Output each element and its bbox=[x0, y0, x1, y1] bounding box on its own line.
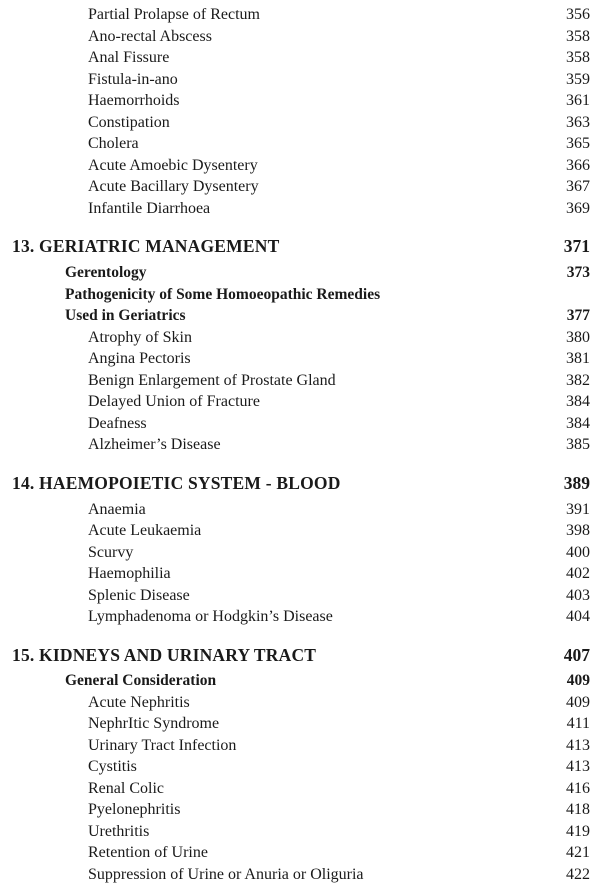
toc-entry-page: 359 bbox=[566, 71, 590, 88]
toc-entry-title: Suppression of Urine or Anuria or Oliguria bbox=[88, 866, 364, 883]
toc-entry bbox=[0, 713, 600, 735]
toc-entry-page: 413 bbox=[566, 758, 590, 775]
subheading-page: 409 bbox=[566, 672, 590, 689]
toc-entry bbox=[0, 413, 600, 435]
chapter-title: 15. KIDNEYS AND URINARY TRACT bbox=[12, 645, 317, 665]
toc-entry-title: Haemorrhoids bbox=[88, 92, 180, 109]
subheading-page: 377 bbox=[566, 307, 590, 324]
subheading-title: General Consideration bbox=[65, 672, 217, 689]
toc-entry bbox=[0, 499, 600, 521]
toc-entry-title: NephrItic Syndrome bbox=[88, 715, 220, 732]
chapter-title: 14. HAEMOPOIETIC SYSTEM - BLOOD bbox=[12, 473, 341, 493]
toc-entry-page: 404 bbox=[566, 608, 590, 625]
toc-entry-title: Acute Leukaemia bbox=[88, 522, 202, 539]
toc-entry-title: Acute Nephritis bbox=[88, 694, 190, 711]
toc-entry bbox=[0, 563, 600, 585]
toc-entry-title: Retention of Urine bbox=[88, 844, 208, 861]
toc-entry bbox=[0, 778, 600, 800]
toc-entry-title: Anal Fissure bbox=[88, 49, 170, 66]
toc-entry-page: 382 bbox=[566, 372, 590, 389]
toc-entry bbox=[0, 542, 600, 564]
toc-entry bbox=[0, 348, 600, 370]
toc-entry bbox=[0, 90, 600, 112]
toc-entry-page: 398 bbox=[566, 522, 590, 539]
toc-entry bbox=[0, 155, 600, 177]
toc-entry-title: Acute Bacillary Dysentery bbox=[88, 178, 259, 195]
toc-entry bbox=[0, 133, 600, 155]
toc-entry-title: Deafness bbox=[88, 415, 147, 432]
subheading-title: Used in Geriatrics bbox=[65, 307, 186, 324]
chapter-heading bbox=[0, 644, 600, 666]
chapter-title: 13. GERIATRIC MANAGEMENT bbox=[12, 236, 280, 256]
subheading-title: Gerentology bbox=[65, 264, 147, 281]
toc-entry-page: 365 bbox=[566, 135, 590, 152]
toc-entry bbox=[0, 434, 600, 456]
toc-entry-title: Cholera bbox=[88, 135, 139, 152]
toc-entry bbox=[0, 370, 600, 392]
toc-entry bbox=[0, 112, 600, 134]
toc-entry-page: 419 bbox=[566, 823, 590, 840]
toc-entry-title: Atrophy of Skin bbox=[88, 329, 192, 346]
toc-entry bbox=[0, 198, 600, 220]
toc-entry-title: Delayed Union of Fracture bbox=[88, 393, 260, 410]
toc-entry bbox=[0, 821, 600, 843]
toc-entry-page: 384 bbox=[566, 415, 590, 432]
toc-entry-title: Angina Pectoris bbox=[88, 350, 191, 367]
toc-entry-page: 356 bbox=[566, 6, 590, 23]
chapter-page: 407 bbox=[563, 645, 590, 665]
toc-entry-title: Urethritis bbox=[88, 823, 150, 840]
toc-entry bbox=[0, 756, 600, 778]
toc-entry-page: 411 bbox=[566, 715, 590, 732]
toc-entry-title: Constipation bbox=[88, 114, 170, 131]
toc-entry-page: 400 bbox=[566, 544, 590, 561]
toc-entry-title: Cystitis bbox=[88, 758, 137, 775]
toc-entry bbox=[0, 69, 600, 91]
toc-entry bbox=[0, 735, 600, 757]
toc-entry-page: 421 bbox=[566, 844, 590, 861]
toc-entry-title: Alzheimer’s Disease bbox=[88, 436, 221, 453]
toc-entry-page: 381 bbox=[566, 350, 590, 367]
toc-entry bbox=[0, 864, 600, 886]
toc-entry bbox=[0, 520, 600, 542]
subheading-page: 373 bbox=[566, 264, 590, 281]
toc-entry bbox=[0, 47, 600, 69]
chapter-heading bbox=[0, 235, 600, 257]
chapter-heading bbox=[0, 472, 600, 494]
toc-entry bbox=[0, 26, 600, 48]
toc-entry-page: 385 bbox=[566, 436, 590, 453]
toc-entry-page: 358 bbox=[566, 28, 590, 45]
toc-entry-title: Infantile Diarrhoea bbox=[88, 200, 211, 217]
toc-entry-title: Benign Enlargement of Prostate Gland bbox=[88, 372, 336, 389]
toc-entry-title: Acute Amoebic Dysentery bbox=[88, 157, 258, 174]
toc-entry-page: 366 bbox=[566, 157, 590, 174]
toc-entry bbox=[0, 799, 600, 821]
toc-entry bbox=[0, 176, 600, 198]
toc-subheading bbox=[0, 284, 600, 306]
toc-entry-page: 422 bbox=[566, 866, 590, 883]
toc-entry-page: 413 bbox=[566, 737, 590, 754]
toc-entry-title: Urinary Tract Infection bbox=[88, 737, 237, 754]
toc-entry-page: 402 bbox=[566, 565, 590, 582]
toc-entry bbox=[0, 692, 600, 714]
chapter-page: 371 bbox=[563, 236, 590, 256]
toc-entry-title: Scurvy bbox=[88, 544, 134, 561]
toc-subheading bbox=[0, 305, 600, 327]
toc-entry bbox=[0, 4, 600, 26]
toc-entry-page: 384 bbox=[566, 393, 590, 410]
toc-entry bbox=[0, 606, 600, 628]
toc-entry-page: 409 bbox=[566, 694, 590, 711]
toc-entry-title: Anaemia bbox=[88, 501, 146, 518]
subheading-title: Pathogenicity of Some Homoeopathic Remedies bbox=[65, 286, 381, 303]
toc-entry-page: 367 bbox=[566, 178, 590, 195]
toc-entry-page: 391 bbox=[566, 501, 590, 518]
toc-entry-title: Ano-rectal Abscess bbox=[88, 28, 212, 45]
toc-entry-title: Renal Colic bbox=[88, 780, 164, 797]
toc-subheading bbox=[0, 262, 600, 284]
toc-entry-page: 418 bbox=[566, 801, 590, 818]
toc-entry-title: Lymphadenoma or Hodgkin’s Disease bbox=[88, 608, 333, 625]
toc-entry bbox=[0, 391, 600, 413]
toc-entry bbox=[0, 842, 600, 864]
toc-entry-page: 369 bbox=[566, 200, 590, 217]
toc-entry-page: 358 bbox=[566, 49, 590, 66]
toc-entry-page: 361 bbox=[566, 92, 590, 109]
toc-entry bbox=[0, 327, 600, 349]
toc-entry bbox=[0, 585, 600, 607]
toc-entry-title: Splenic Disease bbox=[88, 587, 190, 604]
toc-entry-page: 363 bbox=[566, 114, 590, 131]
toc-entry-page: 403 bbox=[566, 587, 590, 604]
chapter-page: 389 bbox=[563, 473, 590, 493]
toc-entry-title: Fistula-in-ano bbox=[88, 71, 178, 88]
toc-entry-page: 416 bbox=[566, 780, 590, 797]
toc-entry-page: 380 bbox=[566, 329, 590, 346]
toc-subheading bbox=[0, 670, 600, 692]
toc-entry-title: Pyelonephritis bbox=[88, 801, 181, 818]
toc-entry-title: Partial Prolapse of Rectum bbox=[88, 6, 260, 23]
toc-entry-title: Haemophilia bbox=[88, 565, 171, 582]
